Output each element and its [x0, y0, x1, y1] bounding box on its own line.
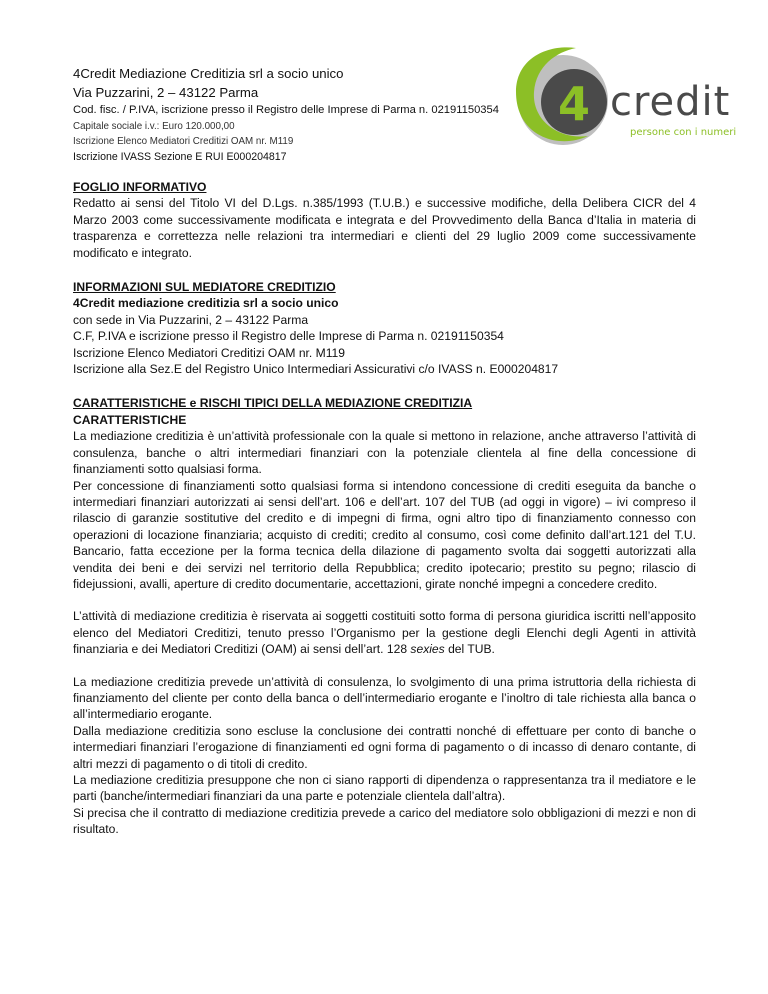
mediator-ivass: Iscrizione alla Sez.E del Registro Unico Intermediari Assicurativi c/o IVASS n. E000204817 — [73, 362, 559, 377]
section-title-foglio: FOGLIO INFORMATIVO — [73, 180, 207, 194]
section-title-informazioni: INFORMAZIONI SUL MEDIATORE CREDITIZIO — [73, 280, 336, 295]
paragraph-indipendenza: La mediazione creditizia presuppone che non ci siano rapporti di dipendenza o rappresentanza tra il mediatore e le parti (banche/intermediari finanziari da una parte e potenziale clientela dall’altra). — [73, 773, 696, 804]
company-ivass: Iscrizione IVASS Sezione E RUI E000204817 — [73, 150, 287, 163]
paragraph-riserva-italic: sexies — [410, 642, 445, 657]
company-header — [73, 64, 533, 165]
paragraph-consulenza: La mediazione creditizia prevede un’attività di consulenza, lo svolgimento di una prima istruttoria della richiesta di finanziamento del cliente per conto della banca o dell’intermediario erogante e l’inoltro di tale richiesta alla banca o all’intermediario erogante. — [73, 674, 696, 722]
paragraph-riserva-end: del TUB. — [444, 642, 495, 657]
paragraph-riserva — [73, 608, 696, 657]
mediator-oam: Iscrizione Elenco Mediatori Creditizi OAM nr. M119 — [73, 345, 345, 360]
paragraph-riserva-text: L’attività di mediazione creditizia è riservata ai soggetti costituiti sotto forma di persona giuridica iscritti nell’apposito elenco del Mediatori Creditizi, tenuto presso l’Organismo per la gestione degli Elenchi degli Agenti in attività finanziaria e dei Mediatori Creditizi (OAM) ai sensi dell’art. 128 — [73, 609, 696, 657]
mediator-company-name: 4Credit mediazione creditizia srl a socio unico — [73, 296, 339, 311]
section-title-caratteristiche-rischi: CARATTERISTICHE e RISCHI TIPICI DELLA MEDIAZIONE CREDITIZIA — [73, 396, 473, 411]
mediator-cf: C.F, P.IVA e iscrizione presso il Registro delle Imprese di Parma n. 02191150354 — [73, 329, 504, 344]
company-oam: Iscrizione Elenco Mediatori Creditizi OAM nr. M119 — [73, 135, 294, 147]
paragraph-esclusioni: Dalla mediazione creditizia sono escluse la conclusione dei contratti nonché di effettuare per conto di banche o intermediari finanziari l’erogazione di finanziamenti ed ogni forma di pagamento o di incasso di denaro contante, di altri mezzi di pagamento o di titoli di credito. — [73, 723, 696, 771]
company-fiscal-info: Cod. fisc. / P.IVA, iscrizione presso il Registro delle Imprese di Parma n. 02191150354 — [73, 104, 499, 116]
paragraph-definizione: La mediazione creditizia è un’attività professionale con la quale si mettono in relazione, anche attraverso l’attività di consulenza, banche o altri intermediari finanziari con la potenziale clientela al fine della concessione di finanziamenti sotto qualsiasi forma. — [73, 429, 696, 477]
paragraph-obbligazioni: Si precisa che il contratto di mediazione creditizia prevede a carico del mediatore solo obbligazioni di mezzi e non di risultato. — [73, 805, 696, 837]
company-capital: Capitale sociale i.v.: Euro 120.000,00 — [73, 120, 235, 132]
foglio-paragraph: Redatto ai sensi del Titolo VI del D.Lgs. n.385/1993 (T.U.B.) e successive modifiche, della Delibera CICR del 4 Marzo 2003 come successivamente modificata e integrata e del Provvedimento della Banca d’Italia in materia di trasparenza e correttezza nelle relazioni tra intermediari e clienti del 29 luglio 2009 come successivamente modificato e integrato. — [73, 196, 696, 260]
logo-word: credit — [610, 79, 731, 125]
company-name: 4Credit Mediazione Creditizia srl a socio unico — [73, 66, 344, 81]
document-body — [73, 179, 696, 838]
company-address: Via Puzzarini, 2 – 43122 Parma — [73, 85, 259, 100]
logo-digit: 4 — [557, 77, 591, 131]
subsection-title-caratteristiche: CARATTERISTICHE — [73, 412, 187, 427]
4credit-logo — [508, 40, 737, 150]
logo-tagline: persone con i numeri — [630, 127, 737, 138]
paragraph-finanziamenti: Per concessione di finanziamenti sotto qualsiasi forma si intendono concessione di crediti eseguita da banche o intermediari finanziari autorizzati ai sensi dell’art. 106 e dell’art. 107 del TUB (ad oggi in vigore) – ivi compreso il rilascio di garanzie sostitutive del credito e di impegni di firma, ogni altro tipo di finanziamento connesso con operazioni di locazione finanziaria; acquisto di crediti; credito al consumo, così come definito dall’art.121 del T.U. Bancario, fatta eccezione per la forma tecnica della dilazione di pagamento svolta dai soggetti autorizzati alla vendita dei beni e dei servizi nel territorio della Repubblica; credito ipotecario; prestito su pegno; rilascio di fidejussioni, avalli, aperture di credito documentarie, accettazioni, girate nonché impegni a concedere credito. — [73, 478, 696, 591]
mediator-sede: con sede in Via Puzzarini, 2 – 43122 Parma — [73, 312, 309, 327]
